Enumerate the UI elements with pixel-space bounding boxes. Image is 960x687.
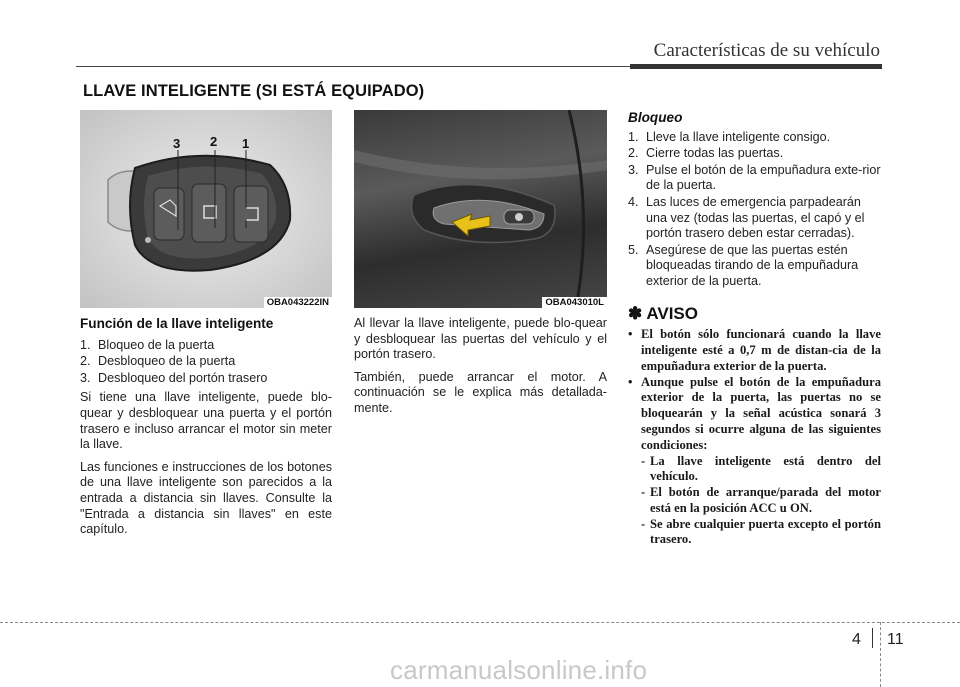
list-item: 2. Cierre todas las puertas. [628, 146, 784, 161]
door-handle-illustration [354, 110, 607, 308]
list-item: 1. Lleve la llave inteligente consigo. [628, 129, 831, 144]
col2-paragraph-2: También, puede arrancar el motor. A continuación se le explica más detallada-mente. [354, 369, 607, 415]
list-item: 3. Desbloqueo del portón trasero [80, 370, 268, 385]
smart-key-illustration [80, 110, 332, 308]
callout-1: 1 [242, 136, 250, 151]
callout-3: 3 [173, 136, 181, 151]
col1-subtitle: Función de la llave inteligente [80, 316, 274, 331]
list-item: 4. Las luces de emergencia parpadearán una vez (todas las puertas, el capó y el portón trasero deben estar cerradas). [628, 194, 865, 241]
column-2 [354, 316, 607, 424]
list-item: 5. Asegúrese de que las puertas estén bloqueadas tirando de la empuñadura exterior de la puerta. [628, 242, 859, 288]
aviso-list [628, 327, 881, 548]
aviso-bullet: • El botón sólo funcionará cuando la llave inteligente esté a 0,7 m de distan-cia de la empuñadura exterior de la puerta. [628, 327, 881, 373]
column-1 [80, 316, 332, 545]
callout-2: 2 [210, 134, 218, 149]
header-title: Características de su vehículo [653, 40, 880, 61]
header-bar [630, 64, 882, 69]
page-chapter-number: 4 [852, 631, 861, 648]
list-item: 3. Pulse el botón de la empuñadura exte-rior de la puerta. [628, 162, 881, 193]
footer-rule [0, 622, 960, 623]
button-function-list [80, 338, 332, 387]
page-number: 11 [887, 631, 904, 648]
col3-subtitle: Bloqueo [628, 110, 683, 125]
locking-steps-list [628, 130, 881, 290]
smart-key-photo [80, 110, 332, 308]
footer-vertical-rule [880, 622, 881, 687]
aviso-dash-item: - Se abre cualquier puerta excepto el portón trasero. [641, 516, 881, 547]
watermark: carmanualsonline.info [390, 655, 648, 685]
column-3 [628, 110, 881, 548]
door-handle-photo [354, 110, 607, 308]
aviso-dash-item: - El botón de arranque/parada del motor está en la posición ACC u ON. [641, 485, 881, 515]
col2-paragraph-1: Al llevar la llave inteligente, puede blo-quear y desbloquear las puertas del vehículo y el portón trasero. [354, 316, 607, 362]
page-number-separator [872, 628, 873, 648]
col1-paragraph-1: Si tiene una llave inteligente, puede blo-quear y desbloquear una puerta y el portón trasero e incluso arrancar el motor sin meter la llave. [80, 390, 332, 452]
aviso-dash-item: - La llave inteligente está dentro del vehículo. [641, 453, 881, 484]
col1-paragraph-2: Las funciones e instrucciones de los botones de una llave inteligente son parecidos a la entrada a distancia sin llaves. Consulte la "Entrada a distancia sin llaves" en este capítulo. [80, 459, 332, 537]
aviso-bullet: • Aunque pulse el botón de la empuñadura exterior de la puerta, las puertas no se bloquearán y la señal acústica sonará 3 segundos si ocurre alguna de las siguientes condiciones: [628, 374, 881, 452]
section-title: LLAVE INTELIGENTE (SI ESTÁ EQUIPADO) [83, 82, 425, 100]
list-item: 2. Desbloqueo de la puerta [80, 354, 236, 369]
aviso-title: ✽ AVISO [628, 303, 698, 323]
figure-caption-key: OBA043222IN [264, 297, 332, 308]
list-item: 1. Bloqueo de la puerta [80, 337, 215, 352]
figure-caption-door: OBA043010L [542, 297, 607, 308]
